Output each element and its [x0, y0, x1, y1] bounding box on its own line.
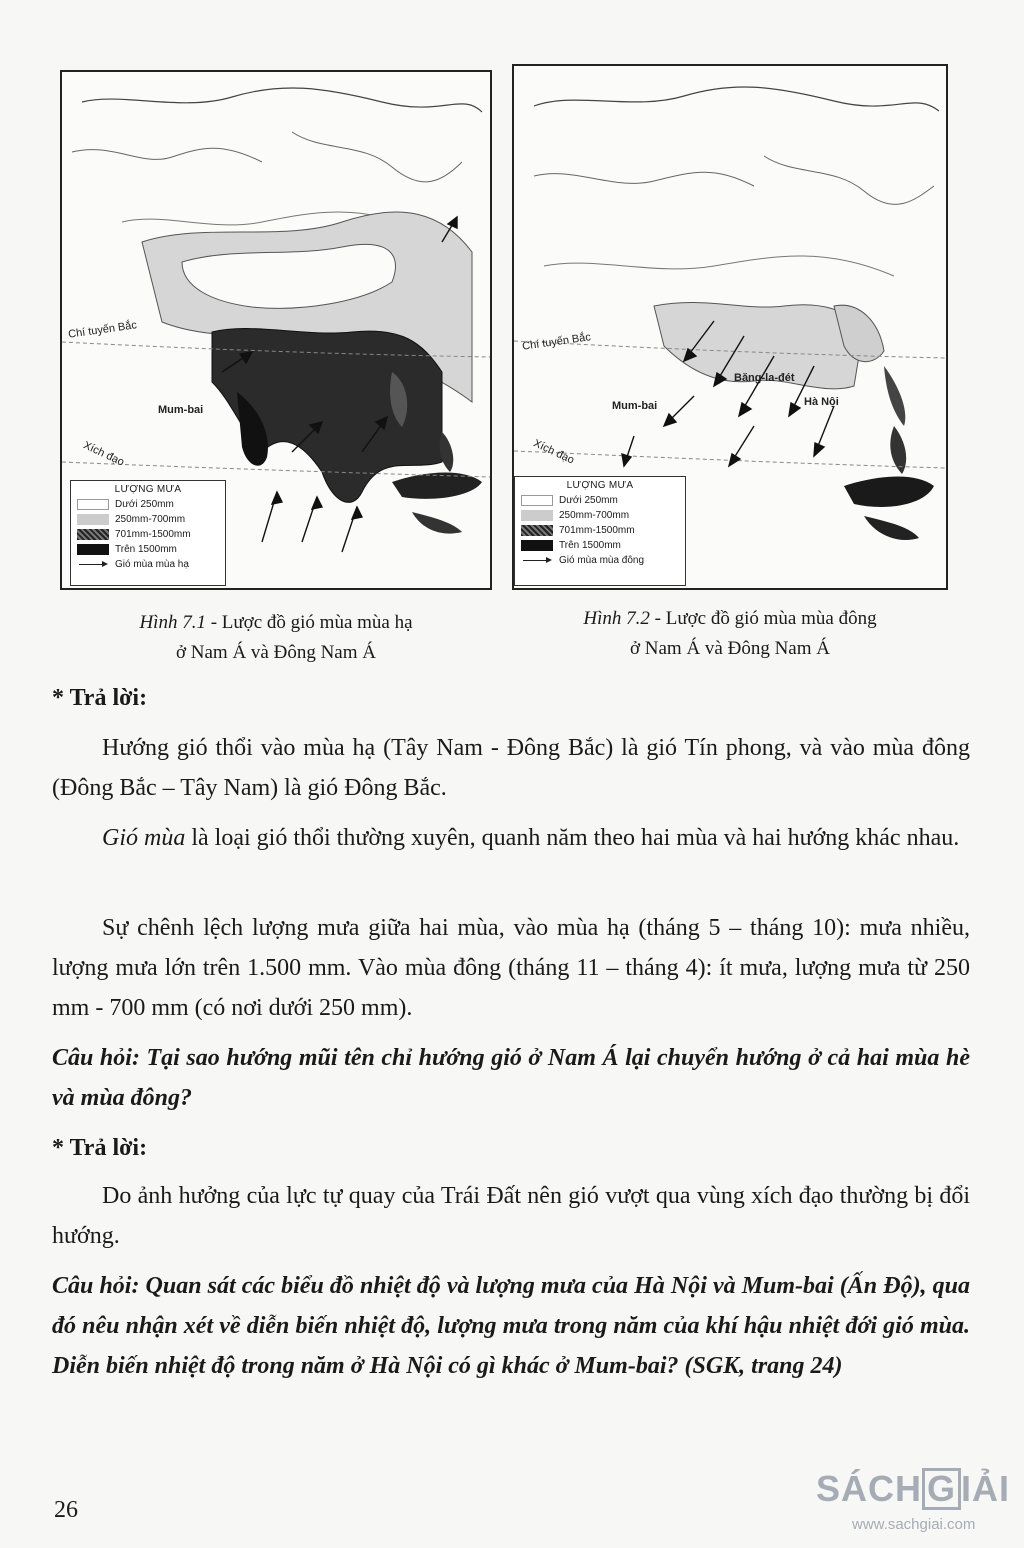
- legend-item: [521, 493, 679, 508]
- legend-item-label: 701mm-1500mm: [115, 529, 191, 540]
- legend-item-label: Dưới 250mm: [559, 495, 618, 506]
- legend-item-label: 250mm-700mm: [115, 514, 186, 525]
- question-climate-charts: Câu hỏi: Quan sát các biểu đồ nhiệt độ và lượng mưa của Hà Nội và Mum-bai (Ấn Độ), qua đó nêu nhận xét về diễn biến nhiệt độ, lượng mưa trong năm của khí hậu nhiệt đới gió mùa. Diễn biến nhiệt độ trong năm ở Hà Nội có gì khác ở Mum-bai? (SGK, trang 24): [52, 1273, 970, 1379]
- legend-item: [77, 557, 219, 572]
- term-monsoon: Gió mùa: [102, 825, 186, 851]
- watermark-logo: [816, 1468, 1010, 1510]
- tropic-of-cancer-label: Chí tuyến Bắc: [67, 319, 138, 341]
- answer-label: * Trả lời:: [52, 1135, 148, 1161]
- paragraph-monsoon-definition: [52, 818, 970, 858]
- legend-title: LƯỢNG MƯA: [566, 480, 634, 491]
- page-number: 26: [54, 1497, 78, 1523]
- caption-title: - Lược đồ gió mùa mùa đông: [649, 608, 877, 629]
- legend-item-label: 250mm-700mm: [559, 510, 630, 521]
- figure-caption-7-2: [512, 604, 948, 664]
- paragraph-wind-direction: Hướng gió thổi vào mùa hạ (Tây Nam - Đông Bắc) là gió Tín phong, và vào mùa đông (Đông Bắc – Tây Nam) là gió Đông Bắc.: [52, 735, 970, 801]
- legend-swatch-over-1500: [77, 544, 109, 555]
- legend-item: [521, 508, 679, 523]
- city-label-mumbai: Mum-bai: [158, 404, 204, 416]
- caption-line: [60, 608, 492, 638]
- caption-line: [512, 604, 948, 634]
- legend-item-label: Trên 1500mm: [115, 544, 177, 555]
- city-label-bangladesh: Băng-la-đét: [734, 372, 795, 384]
- paragraph-rainfall-difference: Sự chênh lệch lượng mưa giữa hai mùa, vào mùa hạ (tháng 5 – tháng 10): mưa nhiều, lượng mưa lớn trên 1.500 mm. Vào mùa đông (tháng 11 – tháng 4): ít mưa, lượng mưa từ 250 mm - 700 mm (có nơi dưới 250 mm).: [52, 915, 970, 1021]
- legend-swatch-250-700: [521, 510, 553, 521]
- legend-item: [77, 542, 219, 557]
- legend-swatch-250-700: [77, 514, 109, 525]
- legend-item: [521, 538, 679, 553]
- arrow-icon: [77, 559, 109, 570]
- arrow-icon: [521, 555, 553, 566]
- legend-item-label: Dưới 250mm: [115, 499, 174, 510]
- legend-swatch-over-1500: [521, 540, 553, 551]
- paragraph-earth-rotation: Do ảnh hưởng của lực tự quay của Trái Đất nên gió vượt qua vùng xích đạo thường bị đổi hướng.: [52, 1183, 970, 1249]
- legend-swatch-under-250: [77, 499, 109, 510]
- legend-title: LƯỢNG MƯA: [114, 484, 182, 495]
- map-legend: [514, 476, 686, 586]
- map-summer-monsoon: [60, 70, 492, 590]
- answer-label: * Trả lời:: [52, 685, 148, 711]
- figure-number: Hình 7.1: [139, 612, 206, 633]
- figure-number: Hình 7.2: [583, 608, 650, 629]
- legend-item-label: 701mm-1500mm: [559, 525, 635, 536]
- caption-line: ở Nam Á và Đông Nam Á: [629, 638, 830, 659]
- watermark-text: IẢI: [961, 1468, 1011, 1509]
- map-legend: [70, 480, 226, 586]
- watermark-box-letter: G: [922, 1468, 961, 1510]
- legend-item: [77, 497, 219, 512]
- city-label-mumbai: Mum-bai: [612, 400, 658, 412]
- caption-line: ở Nam Á và Đông Nam Á: [175, 642, 376, 663]
- figure-caption-7-1: [60, 608, 492, 668]
- definition-text: là loại gió thổi thường xuyên, quanh năm theo hai mùa và hai hướng khác nhau.: [185, 825, 960, 851]
- legend-item-label: Gió mùa mùa hạ: [115, 559, 189, 570]
- legend-swatch-701-1500: [77, 529, 109, 540]
- legend-item-label: Trên 1500mm: [559, 540, 621, 551]
- city-label-hanoi: Hà Nội: [804, 396, 839, 408]
- watermark-text: SÁCH: [816, 1468, 923, 1509]
- equator-label: Xích đạo: [531, 437, 576, 467]
- legend-swatch-701-1500: [521, 525, 553, 536]
- watermark-url: www.sachgiai.com: [852, 1516, 976, 1533]
- map-winter-monsoon: [512, 64, 948, 590]
- question-wind-direction: Câu hỏi: Tại sao hướng mũi tên chỉ hướng gió ở Nam Á lại chuyển hướng ở cả hai mùa hè và mùa đông?: [52, 1045, 970, 1111]
- equator-label: Xích đạo: [81, 439, 126, 469]
- caption-title: - Lược đồ gió mùa mùa hạ: [205, 612, 413, 633]
- legend-item: [77, 527, 219, 542]
- legend-swatch-under-250: [521, 495, 553, 506]
- legend-item: [521, 523, 679, 538]
- legend-item-label: Gió mùa mùa đông: [559, 555, 645, 566]
- legend-item: [77, 512, 219, 527]
- tropic-of-cancer-label: Chí tuyến Bắc: [521, 331, 592, 353]
- legend-item: [521, 553, 679, 568]
